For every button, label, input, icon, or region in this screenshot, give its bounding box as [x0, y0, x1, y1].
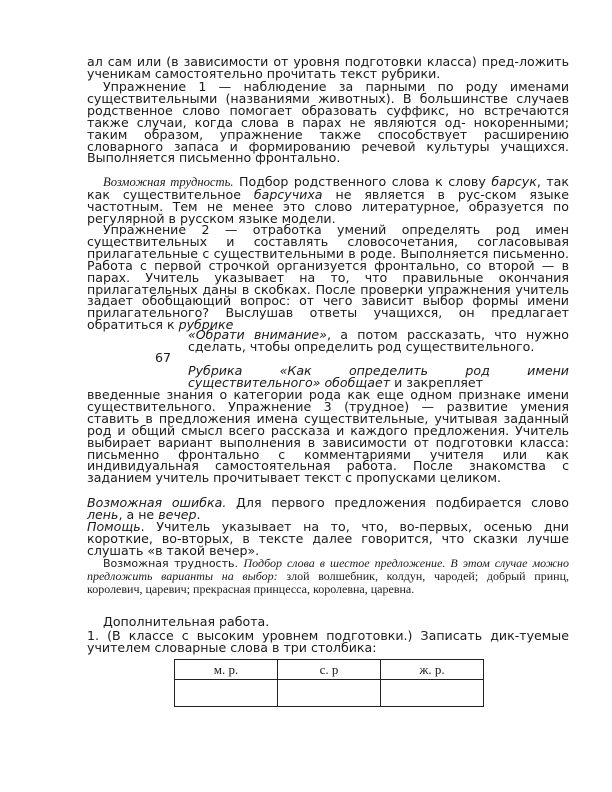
text-segment: , а потом рассказать, что нужно сделать, чтобы определить род существительного.	[188, 327, 569, 354]
paragraph-rubric-summary	[188, 365, 569, 389]
paragraph-intro: ал сам или (в зависимости от уровня подготовки класса) пред-ложить ученикам самостоятельно прочитать текст рубрики.	[87, 54, 569, 81]
paragraph-difficulty-1	[87, 176, 569, 225]
text-segment: Подбор родственного слова к слову	[233, 174, 492, 189]
rubric-title: «Обрати внимание»	[188, 327, 327, 342]
column-neuter: с. р	[278, 660, 381, 680]
text-segment: злой волшебник, колдун, чародей; добрый принц, королевич, царевич; прекрасная принцесса, королевна, царевна.	[87, 569, 569, 596]
table-row	[175, 680, 484, 707]
word-italic: рубрике	[178, 317, 234, 333]
text-segment: .	[196, 506, 201, 522]
paragraph-exercise-3: введенные знания о категории рода как еще одном признаке имени существительного. Упражнение 3 (трудное) — развитие умения ставить в предложения имена существительные, учитывая заданный род и общий смысл всего рассказа и каждого предложения. Учитель выбирает вариант выполнения в зависимости от подготовки класса: письменно фронтально с комментариями учителя или как индивидуальная самостоятельная работа. После знакомства с заданием учитель прочитывает текст с пропусками целиком.	[87, 387, 569, 486]
paragraph-rubric-note	[188, 329, 569, 353]
text-segment: и закрепляет	[390, 374, 483, 390]
text-segment: не является в рус-ском языке частотным. Тем не менее это слово литературное, образуется по регулярной в русском языке модели.	[87, 186, 569, 226]
text-segment: , а не	[118, 506, 159, 522]
error-label: Возможная ошибка.	[87, 495, 227, 510]
text-segment: , так как существительное	[87, 174, 570, 202]
help-label: Помощь	[87, 519, 141, 534]
extra-work-title: Дополнительная работа.	[103, 614, 270, 629]
difficulty-label: Возможная трудность.	[103, 557, 244, 570]
page-number: 67	[155, 350, 172, 365]
text-italic: Подбор слова в шестое предложение. В этом случае можно предложить варианты на выбор:	[87, 556, 569, 584]
paragraph-exercise-1: Упражнение 1 — наблюдение за парными по роду именами существительными (названиями животных). В большинстве случаев родственное слово помогает образовать суффикс, но встречаются также случаи, когда слова в парах не являются од- нокоренными; таким образом, упражнение также способствует расширению словарного запаса и формированию речевой культуры учащихся. Выполняется письменно фронтально.	[87, 79, 569, 166]
words-table	[174, 659, 484, 707]
text-segment: Для первого предложения подбирается слово	[226, 495, 569, 510]
paragraph-difficulty-2	[87, 557, 569, 595]
paragraph-possible-error	[87, 497, 569, 521]
word-italic: барсук	[491, 174, 537, 189]
word-italic: вечер	[158, 506, 197, 522]
word-italic: лень	[87, 506, 119, 522]
table-cell	[175, 680, 278, 707]
extra-work-task: 1. (В классе с высоким уровнем подготовки.) Записать дик-туемые учителем словарные слова в три столбика:	[87, 628, 569, 655]
paragraph-exercise-2	[87, 224, 569, 331]
column-masculine: м. р.	[175, 660, 278, 680]
difficulty-label: Возможная трудность.	[103, 175, 234, 189]
word-italic: барсучиха	[253, 186, 323, 202]
table-cell	[381, 680, 484, 707]
text-segment: Упражнение 2 — отработка умений определять род имен существительных и составлять словосочетания, согласовывая прилагательные с существительными в роде. Выполняется письменно. Работа с первой строчкой организуется фронтально, со второй — в парах. Учитель указывает на то, что правильные окончания прилагательных даны в скобках. После проверки упражнения учитель задает обобщающий вопрос: от чего зависит выбор формы имени прилагательного? Выслушав ответы учащихся, он предлагает обратиться к	[87, 222, 569, 333]
column-feminine: ж. р.	[381, 660, 484, 680]
rubric-title: Рубрика «Как определить род имени существительного» обобщает	[188, 363, 569, 390]
table-header-row	[175, 660, 484, 680]
paragraph-help	[87, 521, 569, 557]
table-cell	[278, 680, 381, 707]
text-segment: . Учитель указывает на то, что, во-первых, осенью дни короткие, во-вторых, в тексте далее говорится, что сказки лучше слушать «в такой вечер».	[87, 519, 569, 558]
